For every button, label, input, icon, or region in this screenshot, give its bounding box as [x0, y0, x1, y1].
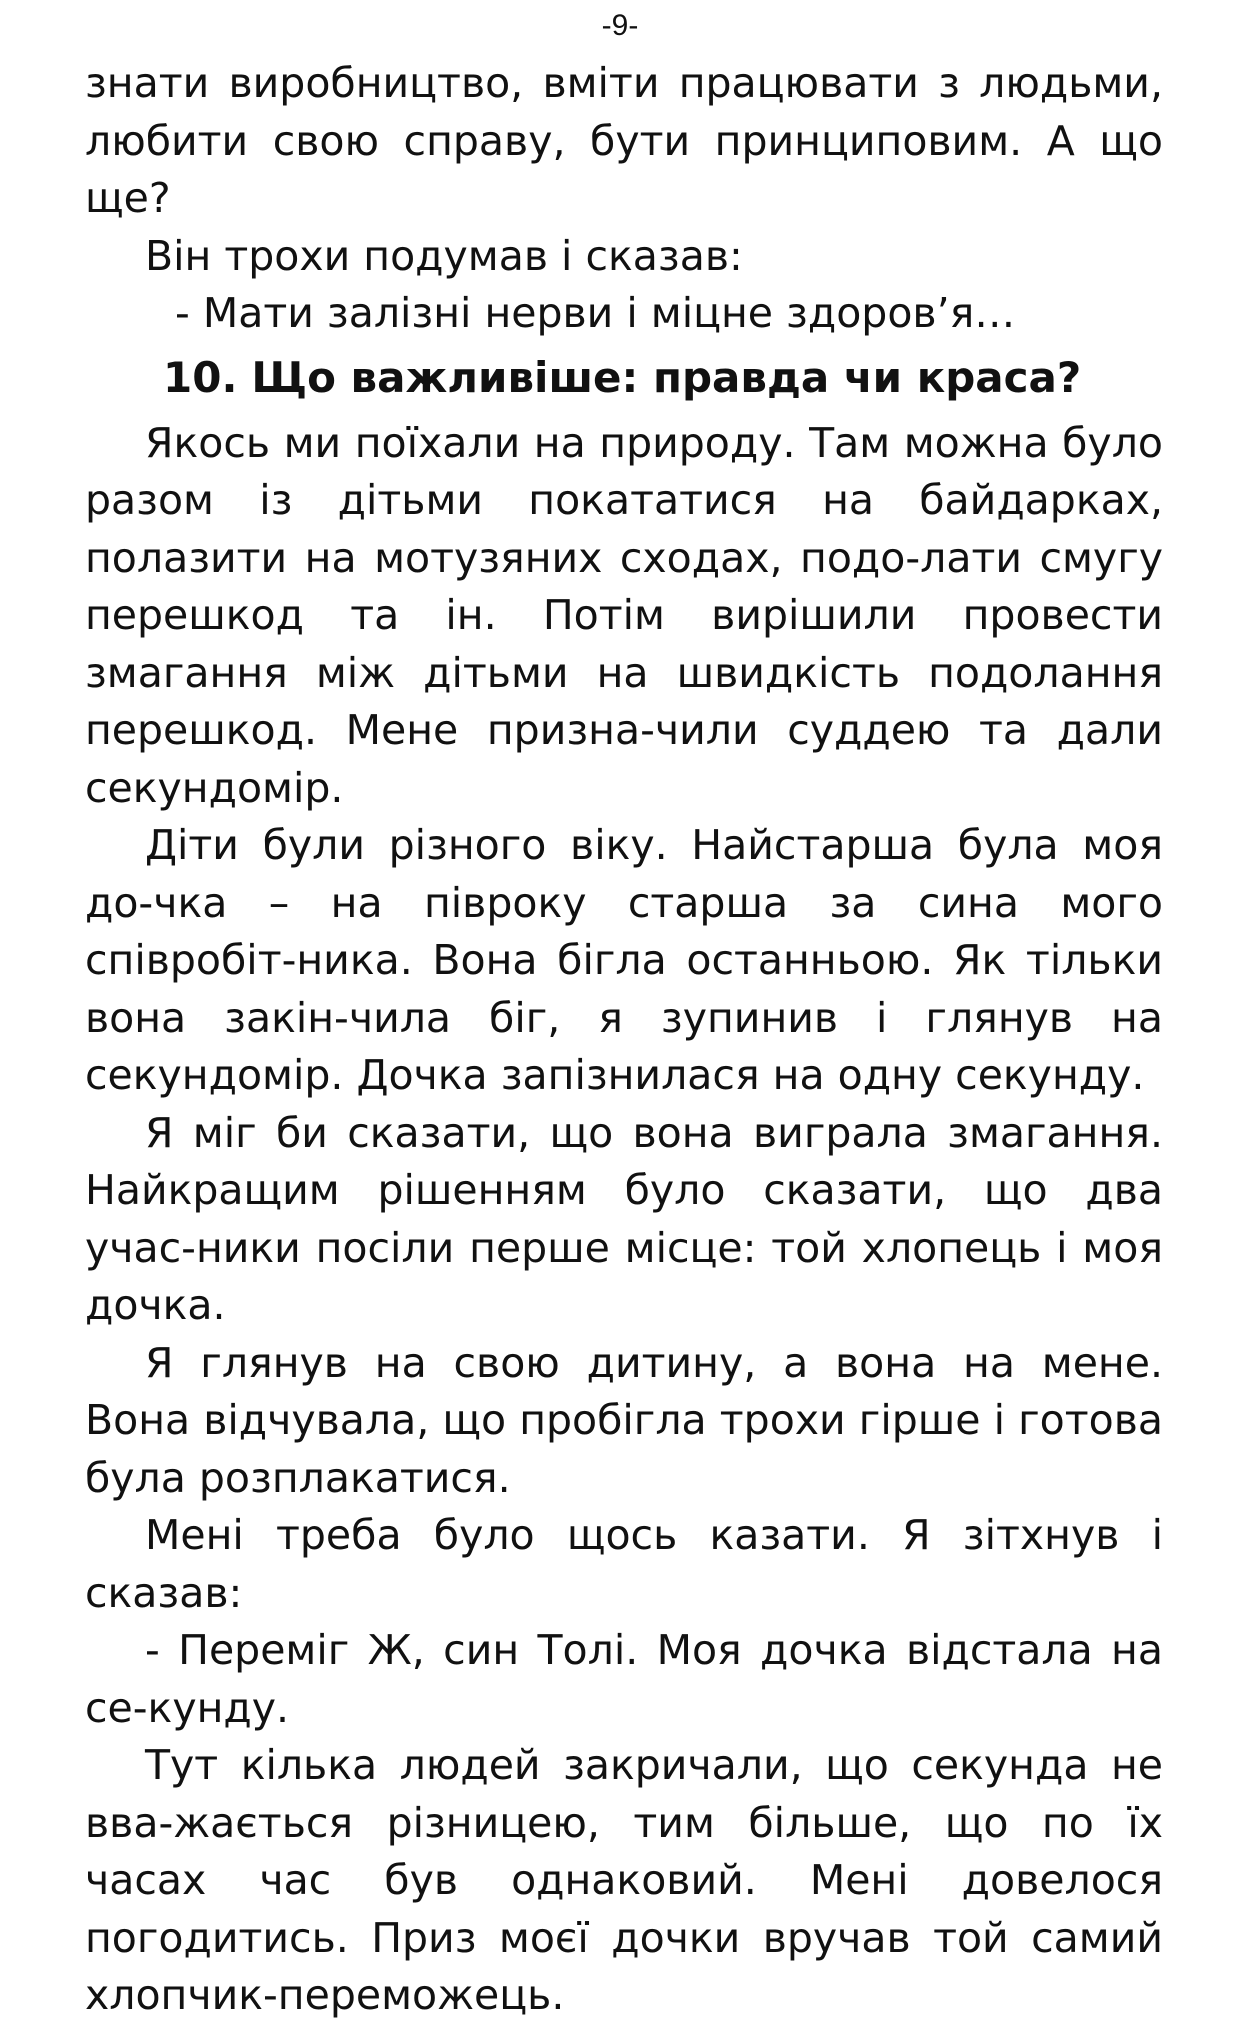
body-paragraph: Мені треба було щось казати. Я зітхнув і сказав:: [85, 1511, 1163, 1617]
section-title: Що важливіше: правда чи краса?: [251, 352, 1082, 402]
page-number: -9-: [601, 9, 639, 42]
body-paragraph: Я глянув на свою дитину, а вона на мене. Вона відчувала, що пробігла трохи гірше і готова була розплакатися.: [85, 1338, 1163, 1502]
body-paragraph: Тут кілька людей закричали, що секунда не вва-жається різницею, тим більше, що по їх часах час був однаковий. Мені довелося погодитись. Приз моєї дочки вручав той самий хлопчик-переможець.: [85, 1741, 1163, 2019]
body-paragraph: Я міг би сказати, що вона виграла змагання. Найкращим рішенням було сказати, що два учас-ники посіли перше місце: той хлопець і моя дочка.: [85, 1108, 1163, 1329]
section-heading: [85, 345, 1163, 411]
body-paragraph: Діти були різного віку. Найстарша була моя до-чка – на півроку старша за сина мого співробіт-ника. Вона бігла останньою. Як тільки вона закін-чила біг, я зупинив і глянув на секундомір. Дочка запізнилася на одну секунду.: [85, 821, 1163, 1099]
intro-paragraph: Він трохи подумав і сказав:: [145, 231, 743, 280]
dialogue-line: - Мати залізні нерви і міцне здоров’я…: [175, 289, 1016, 337]
dialogue-line: - Переміг Ж, син Толі. Моя дочка відстала на се-кунду.: [85, 1626, 1163, 1732]
body-paragraph: Якось ми поїхали на природу. Там можна було разом із дітьми покататися на байдарках, полазити на мотузяних сходах, подо-лати смугу перешкод та ін. Потім вирішили провести змагання між дітьми на швидкість подолання перешкод. Мене призна-чили суддею та дали секундомір.: [85, 418, 1163, 812]
intro-paragraph-continuation: знати виробництво, вміти працювати з людьми, любити свою справу, бути принциповим. А що ще?: [85, 59, 1163, 222]
section-number: 10.: [163, 352, 238, 402]
text-column: [85, 55, 1163, 2025]
